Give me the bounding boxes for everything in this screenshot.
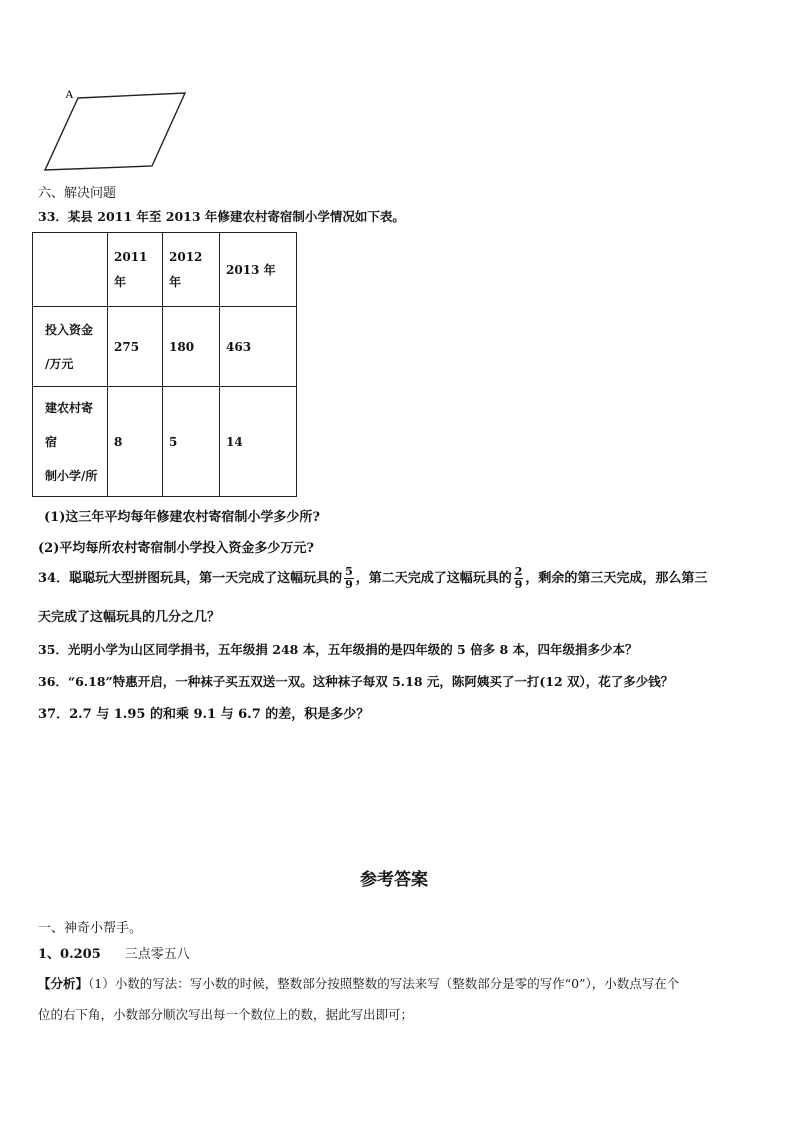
table-cell: 275: [108, 307, 163, 387]
table-cell: 5: [163, 387, 220, 497]
fraction-2-9: $\frac{2}{9}$: [514, 565, 523, 591]
question-33-sub1: (1)这三年平均每年修建农村寄宿制小学多少所?: [44, 510, 320, 525]
table-header-2011: 2011 年: [108, 233, 163, 307]
section-heading-6: 六、解决问题: [38, 186, 117, 201]
question-34-line1: 34．聪聪玩大型拼图玩具，第一天完成了这幅玩具的 $\frac{5}{9}$ ，第二天完成了这幅玩具的 $\frac{2}{9}$ ，剩余的第三天完成，那么第三: [38, 565, 708, 591]
table-row-label-schools: 建农村寄 宿 制小学/所: [33, 387, 108, 497]
table-corner-cell: [33, 233, 108, 307]
question-34-line2: 天完成了这幅玩具的几分之几？: [38, 610, 221, 625]
answer-1: 1、0.205 三点零五八: [38, 947, 190, 962]
table-row-label-investment: 投入资金 /万元: [33, 307, 108, 387]
table-header-2012: 2012 年: [163, 233, 220, 307]
question-33-sub2: (2)平均每所农村寄宿制小学投入资金多少万元?: [38, 541, 314, 556]
parallelogram-figure: [38, 82, 190, 174]
answers-section-1: 一、神奇小帮手。: [38, 921, 143, 936]
table-cell: 8: [108, 387, 163, 497]
analysis-line-1: 【分析】（1）小数的写法：写小数的时候，整数部分按照整数的写法来写（整数部分是零的写作“0”），小数点写在个: [38, 976, 680, 991]
question-36: 36．“6.18”特惠开启，一种袜子买五双送一双。这种袜子每双 5.18 元，陈阿姨买了一打(12 双），花了多少钱？: [38, 674, 674, 689]
fraction-5-9: $\frac{5}{9}$: [345, 565, 353, 591]
table-cell: 463: [220, 307, 297, 387]
vertex-label-a: A: [65, 87, 74, 101]
question-33: 33．某县 2011 年至 2013 年修建农村寄宿制小学情况如下表。: [38, 209, 405, 224]
table-cell: 180: [163, 307, 220, 387]
answers-title: 参考答案: [360, 870, 428, 890]
question-37: 37．2.7 与 1.95 的和乘 9.1 与 6.7 的差，积是多少？: [38, 707, 370, 722]
table-cell: 14: [220, 387, 297, 497]
question-35: 35．光明小学为山区同学捐书，五年级捐 248 本，五年级捐的是四年级的 5 倍多 8 本，四年级捐多少本？: [38, 642, 638, 657]
analysis-line-2: 位的右下角，小数部分顺次写出每一个数位上的数，据此写出即可；: [38, 1007, 414, 1022]
data-table: [32, 232, 297, 497]
table-header-2013: 2013 年: [220, 233, 297, 307]
